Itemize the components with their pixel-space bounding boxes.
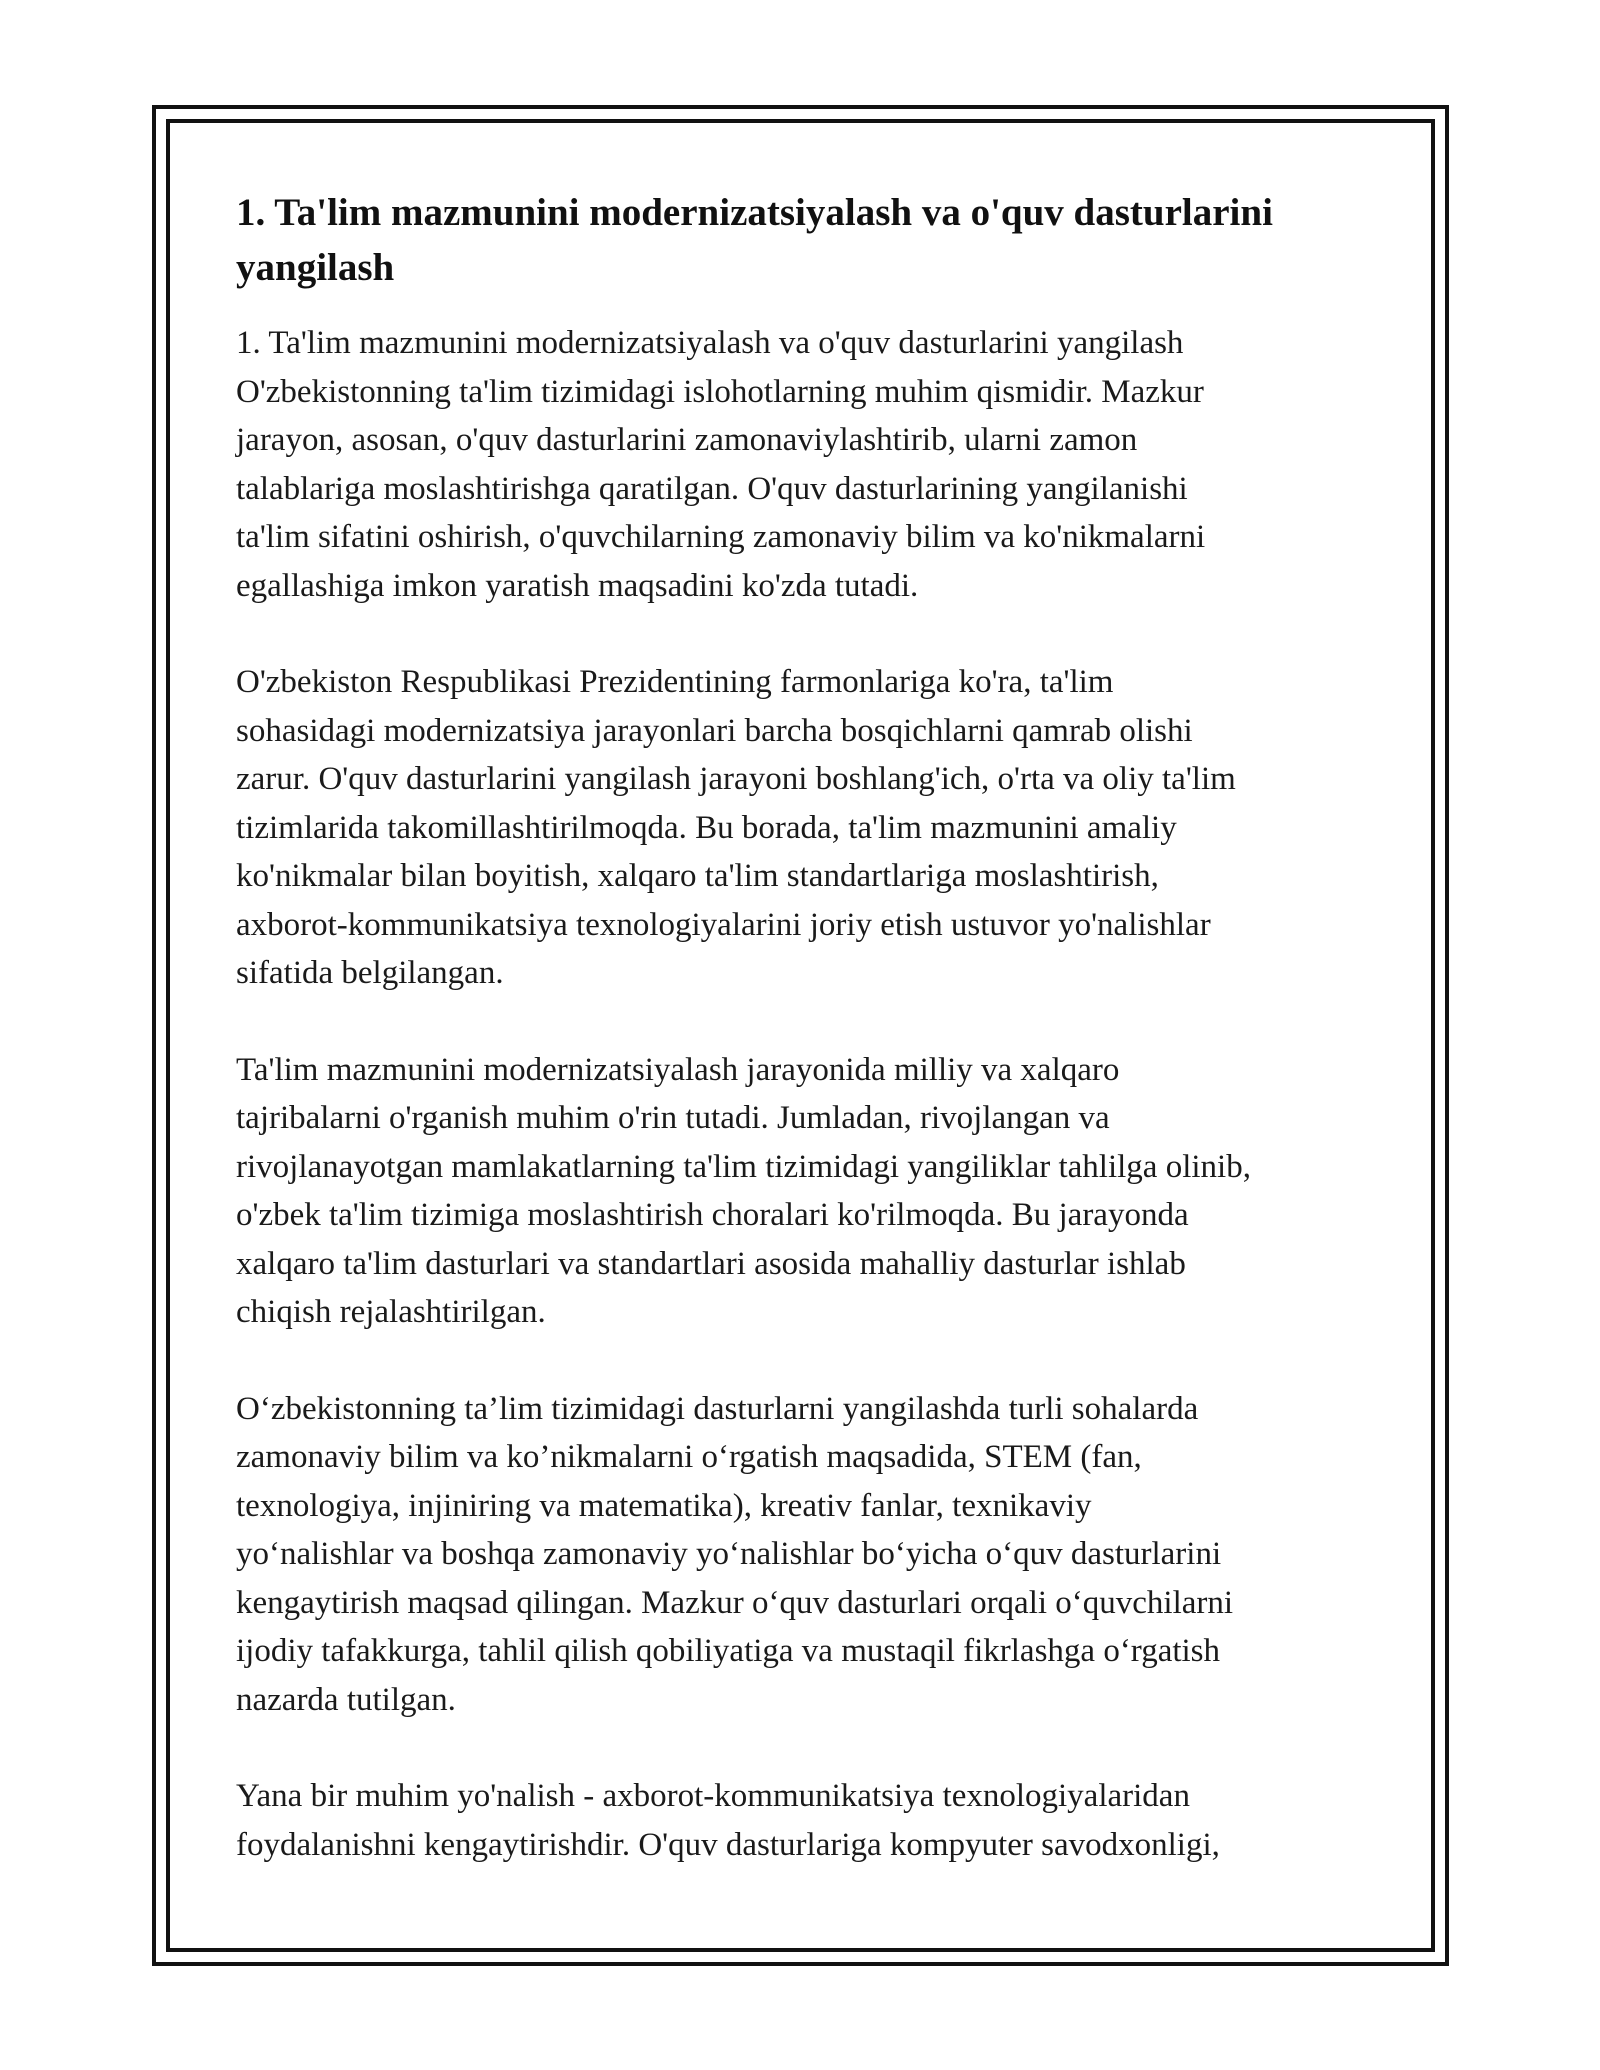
paragraph-1 bbox=[236, 319, 1386, 610]
text-line: talablariga moslashtirishga qaratilgan. O'quv dasturlarining yangilanishi bbox=[236, 470, 1188, 507]
paragraph-5 bbox=[236, 1772, 1386, 1869]
text-line: O‘zbekistonning ta’lim tizimidagi dasturlarni yangilashda turli sohalarda bbox=[236, 1390, 1199, 1427]
text-line: zarur. O'quv dasturlarini yangilash jarayoni boshlang'ich, o'rta va oliy ta'lim bbox=[236, 761, 1236, 797]
text-line: rivojlanayotgan mamlakatlarning ta'lim tizimidagi yangiliklar tahlilga olinib, bbox=[236, 1148, 1251, 1185]
text-line: xalqaro ta'lim dasturlari va standartlari asosida mahalliy dasturlar ishlab bbox=[236, 1245, 1186, 1282]
text-line: sohasidagi modernizatsiya jarayonlari barcha bosqichlarni qamrab olishi bbox=[236, 712, 1193, 749]
text-line: jarayon, asosan, o'quv dasturlarini zamonaviylashtirib, ularni zamon bbox=[236, 422, 1138, 458]
text-line: yo‘nalishlar va boshqa zamonaviy yo‘nalishlar bo‘yicha o‘quv dasturlarini bbox=[236, 1536, 1222, 1572]
section-heading bbox=[236, 185, 1386, 295]
paragraph-4 bbox=[236, 1385, 1386, 1725]
heading-line: 1. Ta'lim mazmunini modernizatsiyalash va o'quv dasturlarini bbox=[236, 191, 1273, 234]
text-line: axborot-kommunikatsiya texnologiyalarini joriy etish ustuvor yo'nalishlar bbox=[236, 906, 1211, 943]
text-line: 1. Ta'lim mazmunini modernizatsiyalash va o'quv dasturlarini yangilash bbox=[236, 325, 1184, 361]
text-line: ta'lim sifatini oshirish, o'quvchilarning zamonaviy bilim va ko'nikmalarni bbox=[236, 519, 1206, 555]
text-line: O'zbekistonning ta'lim tizimidagi islohotlarning muhim qismidir. Mazkur bbox=[236, 373, 1204, 410]
text-line: O'zbekiston Respublikasi Prezidentining farmonlariga ko'ra, ta'lim bbox=[236, 664, 1114, 700]
text-line: Yana bir muhim yo'nalish - axborot-kommunikatsiya texnologiyalaridan bbox=[236, 1778, 1190, 1814]
paragraph-3 bbox=[236, 1046, 1386, 1337]
text-line: zamonaviy bilim va ko’nikmalarni o‘rgatish maqsadida, STEM (fan, bbox=[236, 1439, 1142, 1475]
text-line: egallashiga imkon yaratish maqsadini ko'zda tutadi. bbox=[236, 567, 919, 604]
text-line: ko'nikmalar bilan boyitish, xalqaro ta'lim standartlariga moslashtirish, bbox=[236, 858, 1159, 894]
text-line: Ta'lim mazmunini modernizatsiyalash jarayonida milliy va xalqaro bbox=[236, 1051, 1120, 1088]
text-line: sifatida belgilangan. bbox=[236, 955, 504, 991]
text-line: tajribalarni o'rganish muhim o'rin tutadi. Jumladan, rivojlangan va bbox=[236, 1100, 1110, 1136]
text-line: ijodiy tafakkurga, tahlil qilish qobiliyatiga va mustaqil fikrlashga o‘rgatish bbox=[236, 1633, 1221, 1669]
document-body bbox=[236, 185, 1386, 1917]
text-line: o'zbek ta'lim tizimiga moslashtirish choralari ko'rilmoqda. Bu jarayonda bbox=[236, 1197, 1189, 1233]
text-line: tizimlarida takomillashtirilmoqda. Bu borada, ta'lim mazmunini amaliy bbox=[236, 809, 1177, 846]
text-line: nazarda tutilgan. bbox=[236, 1681, 456, 1718]
text-line: kengaytirish maqsad qilingan. Mazkur o‘quv dasturlari orqali o‘quvchilarni bbox=[236, 1584, 1234, 1621]
heading-line: yangilash bbox=[236, 246, 395, 289]
text-line: foydalanishni kengaytirishdir. O'quv dasturlariga kompyuter savodxonligi, bbox=[236, 1826, 1220, 1863]
paragraph-2 bbox=[236, 658, 1386, 998]
text-line: chiqish rejalashtirilgan. bbox=[236, 1294, 546, 1330]
text-line: texnologiya, injiniring va matematika), kreativ fanlar, texnikaviy bbox=[236, 1487, 1092, 1524]
